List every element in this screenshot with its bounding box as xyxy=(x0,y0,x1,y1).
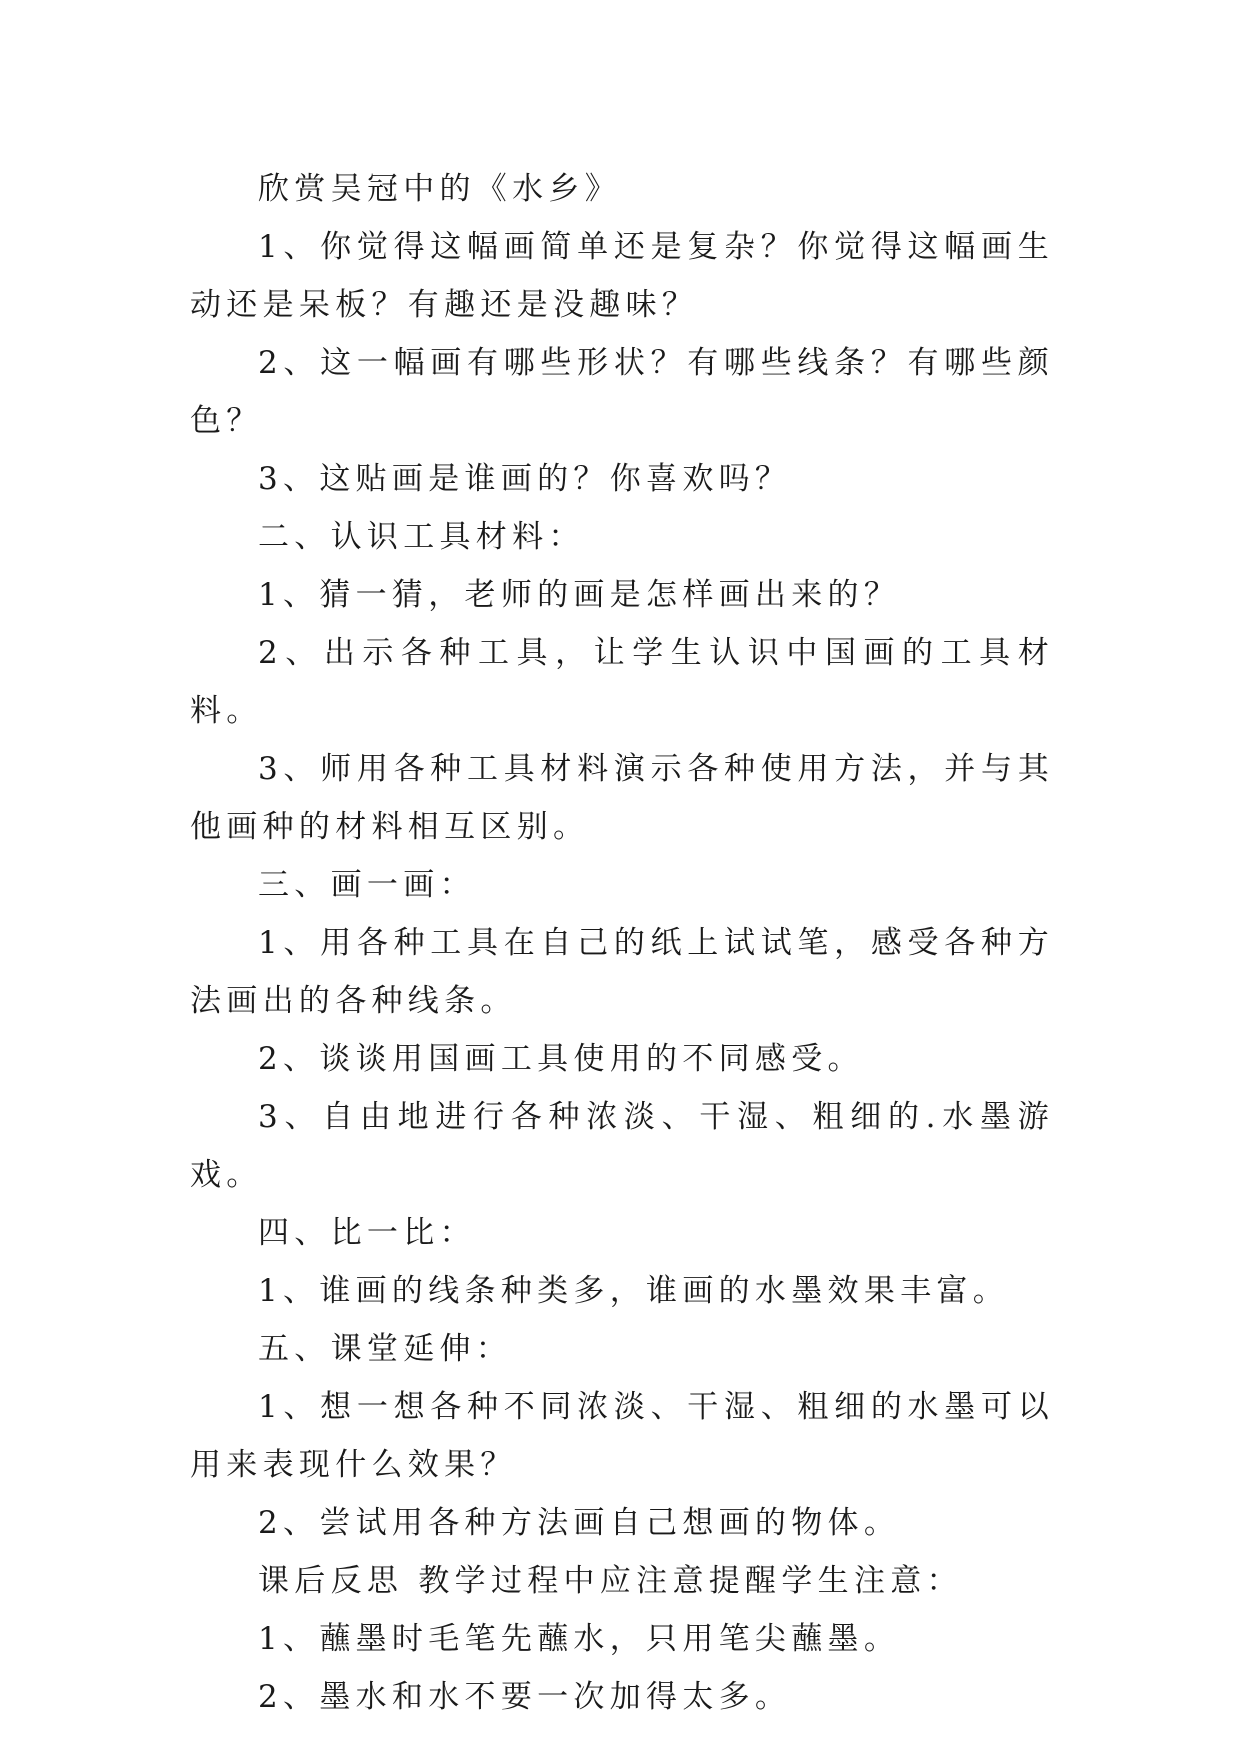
paragraph: 2、尝试用各种方法画自己想画的物体。 xyxy=(258,1505,901,1541)
section-heading: 二、认识工具材料： xyxy=(258,519,585,555)
paragraph-title: 欣赏吴冠中的《水乡》 xyxy=(258,171,621,207)
document-body xyxy=(190,160,1054,1726)
paragraph: 3、这贴画是谁画的？你喜欢吗？ xyxy=(258,461,792,497)
paragraph: 2、墨水和水不要一次加得太多。 xyxy=(258,1679,792,1715)
paragraph: 1、猜一猜，老师的画是怎样画出来的？ xyxy=(258,577,901,613)
paragraph: 1、用各种工具在自己的纸上试试笔，感受各种方法画出的各种线条。 xyxy=(190,925,1054,1019)
paragraph: 2、谈谈用国画工具使用的不同感受。 xyxy=(258,1041,864,1077)
section-heading: 五、课堂延伸： xyxy=(258,1331,513,1367)
section-heading: 三、画一画： xyxy=(258,867,476,903)
paragraph: 3、师用各种工具材料演示各种使用方法，并与其他画种的材料相互区别。 xyxy=(190,751,1054,845)
section-heading: 课后反思 教学过程中应注意提醒学生注意： xyxy=(258,1563,963,1599)
paragraph: 3、自由地进行各种浓淡、干湿、粗细的.水墨游戏。 xyxy=(190,1099,1054,1193)
paragraph: 2、这一幅画有哪些形状？有哪些线条？有哪些颜色？ xyxy=(190,345,1054,439)
paragraph: 2、出示各种工具，让学生认识中国画的工具材料。 xyxy=(190,635,1054,729)
paragraph: 1、你觉得这幅画简单还是复杂？你觉得这幅画生动还是呆板？有趣还是没趣味？ xyxy=(190,229,1054,323)
paragraph: 1、蘸墨时毛笔先蘸水，只用笔尖蘸墨。 xyxy=(258,1621,901,1657)
paragraph: 1、想一想各种不同浓淡、干湿、粗细的水墨可以用来表现什么效果？ xyxy=(190,1389,1054,1483)
section-heading: 四、比一比： xyxy=(258,1215,476,1251)
paragraph: 1、谁画的线条种类多，谁画的水墨效果丰富。 xyxy=(258,1273,1010,1309)
